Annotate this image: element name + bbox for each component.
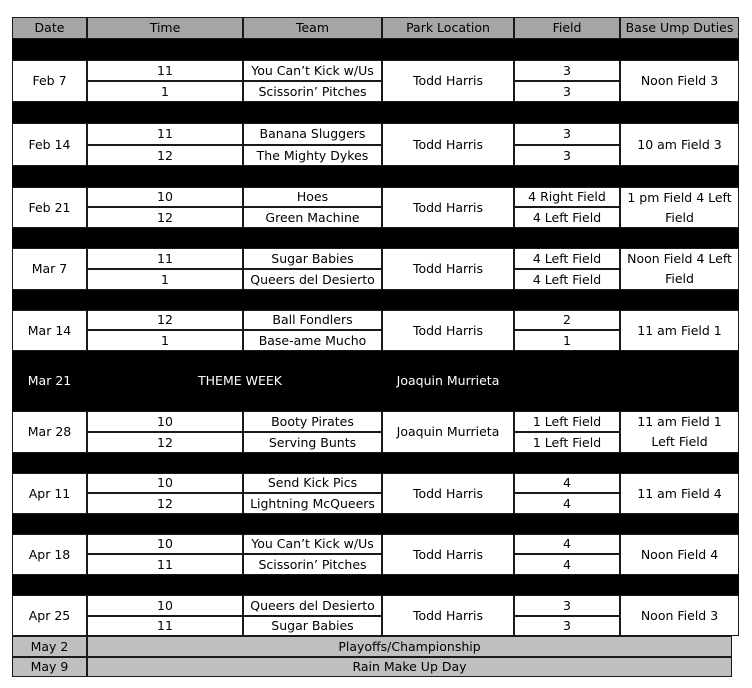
row-time: 10 xyxy=(87,534,243,554)
header-park-location: Park Location xyxy=(382,17,514,39)
row-park-location: Todd Harris xyxy=(382,473,514,514)
row-base-ump-duties: 11 am Field 4 xyxy=(620,473,739,514)
row-team: Send Kick Pics xyxy=(243,473,382,493)
separator-row xyxy=(12,102,739,123)
row-team: Serving Bunts xyxy=(243,432,382,453)
header-team: Team xyxy=(243,17,382,39)
theme-date: Mar 21 xyxy=(27,373,72,388)
row-team: Sugar Babies xyxy=(243,616,382,636)
row-field: 3 xyxy=(514,595,620,616)
row-time: 10 xyxy=(87,411,243,432)
row-park-location: Todd Harris xyxy=(382,595,514,636)
row-field: 4 Right Field xyxy=(514,187,620,207)
row-field: 4 xyxy=(514,473,620,493)
row-team: Green Machine xyxy=(243,207,382,228)
row-time: 10 xyxy=(87,473,243,493)
row-field: 4 xyxy=(514,554,620,575)
row-date: Apr 18 xyxy=(12,534,87,575)
row-base-ump-duties: Noon Field 4 xyxy=(620,534,739,575)
row-team: You Can’t Kick w/Us xyxy=(243,534,382,554)
row-field: 4 xyxy=(514,493,620,514)
row-team: Queers del Desierto xyxy=(243,269,382,290)
row-date: Mar 14 xyxy=(12,310,87,351)
row-team: The Mighty Dykes xyxy=(243,145,382,166)
row-field: 1 Left Field xyxy=(514,411,620,432)
row-time: 11 xyxy=(87,554,243,575)
row-date: Apr 11 xyxy=(12,473,87,514)
row-base-ump-duties: Noon Field 3 xyxy=(620,60,739,102)
separator-row xyxy=(12,228,739,248)
row-time: 11 xyxy=(87,60,243,81)
row-team: Sugar Babies xyxy=(243,248,382,269)
footer-label: Rain Make Up Day xyxy=(87,657,732,677)
row-time: 12 xyxy=(87,207,243,228)
row-time: 11 xyxy=(87,616,243,636)
row-base-ump-duties: 11 am Field 1 Left Field xyxy=(620,411,739,453)
row-time: 1 xyxy=(87,330,243,351)
row-field: 3 xyxy=(514,60,620,81)
row-base-ump-duties: 11 am Field 1 xyxy=(620,310,739,351)
row-field: 4 Left Field xyxy=(514,269,620,290)
row-date: Feb 14 xyxy=(12,123,87,166)
separator-row xyxy=(12,453,739,473)
row-team: You Can’t Kick w/Us xyxy=(243,60,382,81)
footer-date: May 2 xyxy=(12,636,87,657)
row-team: Lightning McQueers xyxy=(243,493,382,514)
row-date: Apr 25 xyxy=(12,595,87,636)
header-field: Field xyxy=(514,17,620,39)
row-field: 4 xyxy=(514,534,620,554)
row-field: 4 Left Field xyxy=(514,248,620,269)
row-field: 3 xyxy=(514,123,620,145)
theme-label: THEME WEEK xyxy=(198,373,282,388)
row-team: Scissorin’ Pitches xyxy=(243,81,382,102)
row-time: 10 xyxy=(87,187,243,207)
row-field: 2 xyxy=(514,310,620,330)
row-park-location: Todd Harris xyxy=(382,60,514,102)
row-time: 12 xyxy=(87,432,243,453)
separator-row xyxy=(12,166,739,187)
header-date: Date xyxy=(12,17,87,39)
footer-date: May 9 xyxy=(12,657,87,677)
theme-location: Joaquin Murrieta xyxy=(396,373,500,388)
row-team: Banana Sluggers xyxy=(243,123,382,145)
footer-label: Playoffs/Championship xyxy=(87,636,732,657)
row-date: Mar 28 xyxy=(12,411,87,453)
row-base-ump-duties: Noon Field 3 xyxy=(620,595,739,636)
row-team: Base-ame Mucho xyxy=(243,330,382,351)
row-base-ump-duties: 10 am Field 3 xyxy=(620,123,739,166)
separator-row xyxy=(12,575,739,595)
row-date: Mar 7 xyxy=(12,248,87,290)
row-park-location: Todd Harris xyxy=(382,534,514,575)
row-time: 12 xyxy=(87,145,243,166)
row-team: Scissorin’ Pitches xyxy=(243,554,382,575)
row-field: 1 xyxy=(514,330,620,351)
header-time: Time xyxy=(87,17,243,39)
row-park-location: Todd Harris xyxy=(382,187,514,228)
separator-row xyxy=(12,290,739,310)
row-time: 11 xyxy=(87,123,243,145)
row-base-ump-duties: Noon Field 4 Left Field xyxy=(620,248,739,290)
separator-row xyxy=(12,514,739,534)
row-team: Queers del Desierto xyxy=(243,595,382,616)
row-team: Ball Fondlers xyxy=(243,310,382,330)
row-time: 10 xyxy=(87,595,243,616)
row-field: 1 Left Field xyxy=(514,432,620,453)
row-field: 3 xyxy=(514,81,620,102)
row-time: 1 xyxy=(87,81,243,102)
row-team: Hoes xyxy=(243,187,382,207)
row-date: Feb 7 xyxy=(12,60,87,102)
row-field: 3 xyxy=(514,145,620,166)
row-time: 11 xyxy=(87,248,243,269)
row-team: Booty Pirates xyxy=(243,411,382,432)
separator-row xyxy=(12,39,739,60)
row-park-location: Todd Harris xyxy=(382,310,514,351)
row-date: Feb 21 xyxy=(12,187,87,228)
row-park-location: Joaquin Murrieta xyxy=(382,411,514,453)
row-field: 4 Left Field xyxy=(514,207,620,228)
row-base-ump-duties: 1 pm Field 4 Left Field xyxy=(620,187,739,228)
row-park-location: Todd Harris xyxy=(382,123,514,166)
row-park-location: Todd Harris xyxy=(382,248,514,290)
row-time: 12 xyxy=(87,493,243,514)
separator-row xyxy=(12,351,739,411)
header-base-ump-duties: Base Ump Duties xyxy=(620,17,739,39)
row-time: 12 xyxy=(87,310,243,330)
row-field: 3 xyxy=(514,616,620,636)
row-time: 1 xyxy=(87,269,243,290)
